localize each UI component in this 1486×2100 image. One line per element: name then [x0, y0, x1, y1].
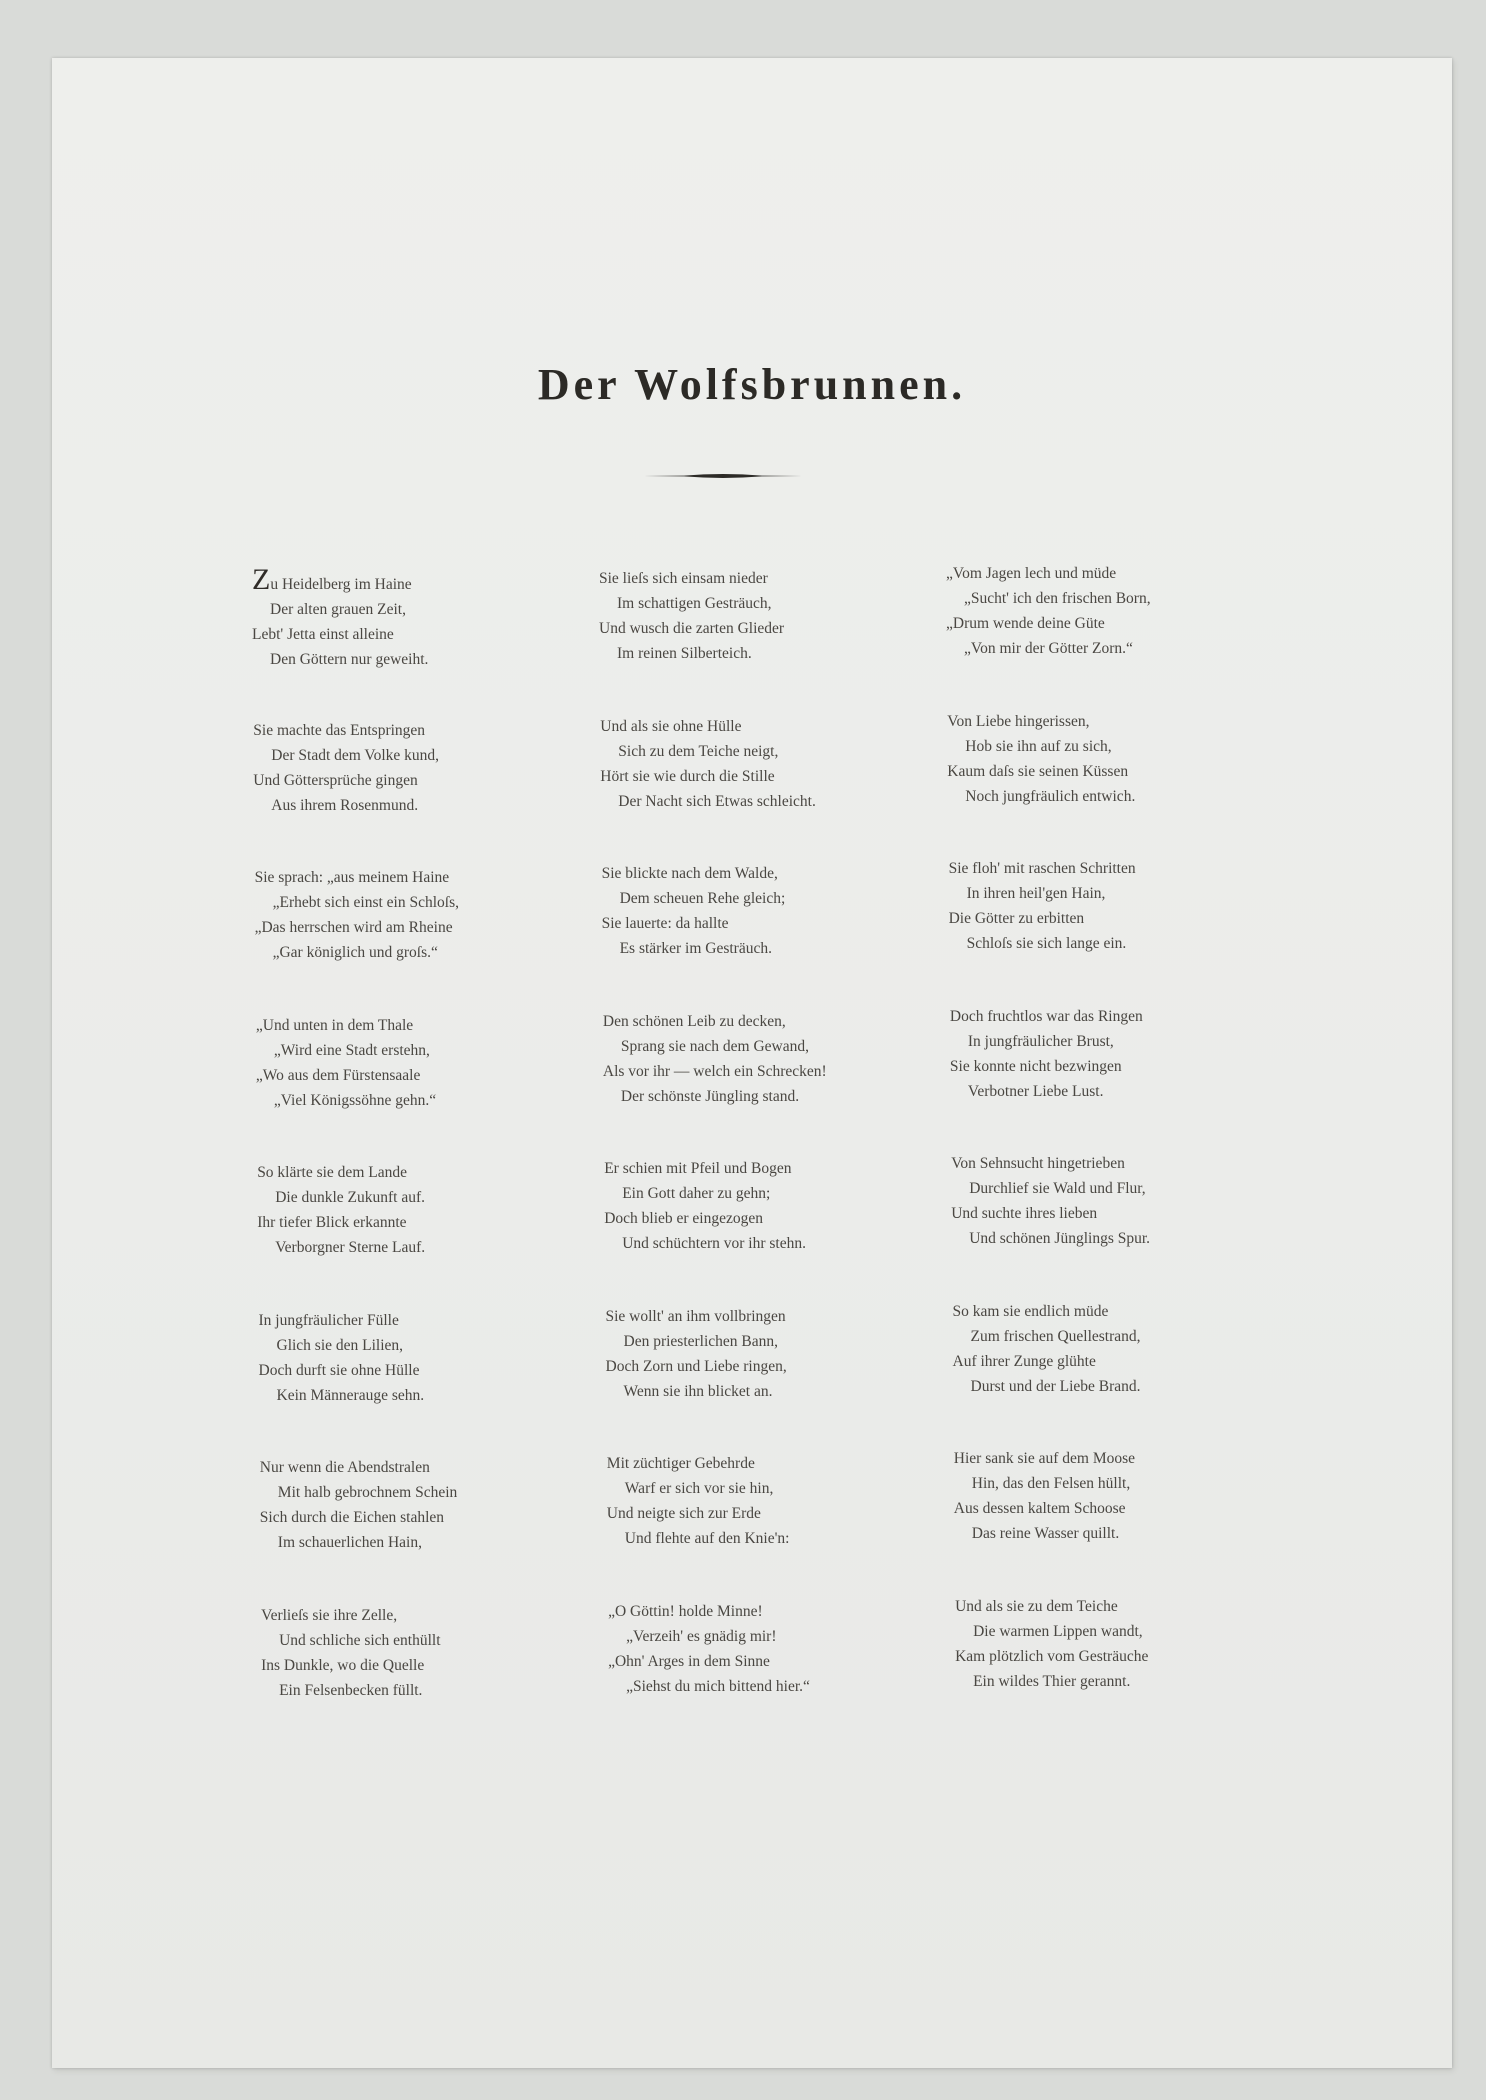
verse-line: Der Stadt dem Volke kund, [271, 746, 440, 764]
verse-line: Sie floh' mit raschen Schritten [948, 860, 1136, 877]
verse-line: So klärte sie dem Lande [257, 1164, 407, 1181]
verse-line: Das reine Wasser quillt. [971, 1525, 1120, 1542]
verse-line: Sie blickte nach dem Walde, [601, 865, 778, 882]
verse-line: „Erhebt sich einst ein Schloſs, [272, 894, 459, 911]
verse-line: Den Göttern nur geweiht. [270, 651, 429, 668]
verse-line: Aus dessen kaltem Schoose [953, 1500, 1126, 1517]
verse-line: Noch jungfräulich entwich. [965, 787, 1136, 805]
verse-line: Ein wildes Thier gerannt. [973, 1672, 1131, 1690]
verse-line: Die warmen Lippen wandt, [973, 1622, 1143, 1640]
verse-line: Doch Zorn und Liebe ringen, [605, 1357, 787, 1375]
verse-line: Ein Gott daher zu gehn; [622, 1185, 771, 1202]
verse-line: Verborgner Sterne Lauf. [275, 1239, 426, 1256]
verse-line: Er schien mit Pfeil und Bogen [604, 1160, 792, 1177]
verse-line: Und flehte auf den Knie'n: [624, 1530, 790, 1547]
verse-line: Den schönen Leib zu decken, [602, 1012, 786, 1030]
verse-line: Von Sehnsucht hingetrieben [951, 1155, 1125, 1172]
verse-line: Als vor ihr — welch ein Schrecken! [602, 1062, 827, 1080]
verse-line: Der schönste Jüngling stand. [620, 1087, 800, 1105]
verse-line: Mit züchtiger Gebehrde [606, 1455, 755, 1472]
verse-line: Ein Felsenbecken füllt. [279, 1681, 423, 1699]
stanza [600, 714, 940, 814]
poem-title: Der Wolfsbrunnen. [537, 360, 967, 409]
verse-line: Sprang sie nach dem Gewand, [620, 1037, 809, 1055]
verse-line: Die Götter zu erbitten [948, 910, 1085, 927]
verse-line: Hier sank sie auf dem Moose [953, 1450, 1136, 1467]
verse-line: Der alten grauen Zeit, [270, 601, 406, 618]
verse-line: Doch blieb er eingezogen [604, 1210, 763, 1227]
verse-line: Sie lauerte: da hallte [601, 915, 729, 932]
verse-line: Und wusch die zarten Glieder [599, 620, 785, 637]
verse-line: Die dunkle Zukunft auf. [275, 1189, 425, 1206]
verse-line: In ihren heil'gen Hain, [966, 885, 1106, 902]
verse-line: „Gar königlich und groſs.“ [272, 944, 438, 961]
drop-cap-initial: Z [252, 563, 271, 596]
verse-line: Sich durch die Eichen stahlen [259, 1509, 445, 1526]
verse-line: Dem scheuen Rehe gleich; [619, 890, 786, 907]
verse-line: Zum frischen Quellestrand, [970, 1327, 1141, 1345]
verse-line: Sich zu dem Teiche neigt, [618, 742, 779, 760]
verse-line: Verlieſs sie ihre Zelle, [261, 1606, 398, 1624]
stanza [607, 1451, 947, 1551]
stanza [255, 865, 595, 965]
verse-line: Verbotner Liebe Lust. [967, 1082, 1104, 1100]
verse-line: Glich sie den Lilien, [276, 1336, 404, 1354]
verse-line: Sie sprach: „aus meinem Haine [254, 869, 450, 886]
verse-line: Sie machte das Entspringen [253, 721, 426, 739]
verse-line: Wenn sie ihn blicket an. [623, 1382, 773, 1400]
verse-line: Mit halb gebrochnem Schein [277, 1484, 458, 1501]
stanza [947, 709, 1287, 809]
stanza [602, 861, 942, 961]
verse-line: Von Liebe hingerissen, [947, 712, 1090, 730]
verse-line: „Das herrschen wird am Rheine [254, 919, 453, 936]
verse-line: Warf er sich vor sie hin, [624, 1480, 774, 1497]
verse-line: Und Göttersprüche gingen [253, 771, 418, 789]
verse-line: Im schattigen Gesträuch, [617, 595, 772, 612]
stanza [257, 1160, 597, 1260]
verse-line: Kaum daſs sie seinen Küssen [947, 762, 1129, 780]
stanza [608, 1599, 948, 1699]
verse-line: Und als sie ohne Hülle [600, 717, 742, 735]
verse-line: „Siehst du mich bittend hier.“ [626, 1677, 810, 1695]
verse-line: Im reinen Silberteich. [617, 645, 752, 662]
verse-line: „Verzeih' es gnädig mir! [626, 1627, 777, 1645]
stanza [256, 1013, 596, 1113]
verse-line: Aus ihrem Rosenmund. [271, 796, 419, 814]
stanza [954, 1446, 1294, 1546]
stanza [252, 563, 592, 672]
verse-line: Und suchte ihres lieben [951, 1205, 1098, 1222]
verse-line: Ins Dunkle, wo die Quelle [261, 1656, 425, 1674]
verse-line: Sie wollt' an ihm vollbringen [605, 1307, 786, 1325]
verse-line: Der Nacht sich Etwas schleicht. [618, 792, 816, 810]
verse-line: Auf ihrer Zunge glühte [952, 1352, 1096, 1370]
verse-line: „Drum wende deine Güte [946, 615, 1105, 632]
title-ornament-rule [644, 472, 802, 480]
stanza [953, 1299, 1293, 1399]
verse-line: Kein Männerauge sehn. [276, 1386, 425, 1404]
stanza [606, 1304, 946, 1404]
verse-line: Und schönen Jünglings Spur. [969, 1230, 1151, 1247]
verse-line: Und neigte sich zur Erde [606, 1505, 761, 1522]
verse-line: Sie konnte nicht bezwingen [949, 1057, 1122, 1075]
stanza [599, 566, 939, 666]
verse-line: „Viel Königssöhne gehn.“ [273, 1091, 437, 1109]
stanza [261, 1603, 601, 1703]
verse-line: Es stärker im Gesträuch. [619, 940, 772, 957]
verse-line: Schloſs sie sich lange ein. [966, 935, 1127, 952]
verse-line: Hin, das den Felsen hüllt, [971, 1475, 1131, 1492]
verse-line: So kam sie endlich müde [952, 1302, 1109, 1320]
verse-line: „Wird eine Stadt erstehn, [273, 1041, 430, 1059]
stanza [949, 856, 1289, 956]
verse-line: Und schliche sich enthüllt [279, 1631, 441, 1649]
verse-line: Zu Heidelberg im Haine [252, 563, 412, 596]
verse-line: „O Göttin! holde Minne! [608, 1602, 763, 1620]
verse-line: Durst und der Liebe Brand. [970, 1377, 1141, 1395]
verse-line: Lebt' Jetta einst alleine [252, 626, 394, 643]
verse-line: Doch durft sie ohne Hülle [258, 1361, 420, 1379]
paper-sheet [52, 58, 1452, 2068]
verse-line: Doch fruchtlos war das Ringen [949, 1007, 1143, 1025]
stanza [946, 561, 1286, 661]
verse-line: Und schüchtern vor ihr stehn. [622, 1235, 806, 1252]
verse-line: Im schauerlichen Hain, [277, 1534, 422, 1551]
verse-line: „Sucht' ich den frischen Born, [964, 590, 1151, 607]
verse-line: Den priesterlichen Bann, [623, 1332, 779, 1350]
stanza [955, 1594, 1295, 1694]
stanza [253, 718, 593, 818]
verse-line: Und als sie zu dem Teiche [955, 1597, 1118, 1615]
verse-line: „Wo aus dem Fürstensaale [255, 1066, 421, 1084]
stanza [604, 1156, 944, 1256]
verse-line: Durchlief sie Wald und Flur, [969, 1180, 1146, 1197]
stanza [260, 1455, 600, 1555]
stanza [603, 1009, 943, 1109]
verse-line: In jungfräulicher Fülle [258, 1311, 399, 1329]
verse-line: Hört sie wie durch die Stille [600, 767, 775, 785]
verse-line: Kam plötzlich vom Gesträuche [955, 1647, 1149, 1665]
verse-line: „Und unten in dem Thale [255, 1016, 414, 1034]
verse-line: In jungfräulicher Brust, [967, 1032, 1114, 1050]
verse-line: Sie lieſs sich einsam nieder [599, 570, 768, 587]
verse-line: Nur wenn die Abendstralen [259, 1459, 430, 1476]
verse-line: „Von mir der Götter Zorn.“ [964, 640, 1133, 657]
verse-line: Ihr tiefer Blick erkannte [257, 1214, 407, 1231]
stanza [951, 1151, 1291, 1251]
verse-line: „Vom Jagen lech und müde [946, 565, 1117, 582]
stanza [950, 1004, 1290, 1104]
stanza [259, 1308, 599, 1408]
verse-line: „Ohn' Arges in dem Sinne [608, 1652, 770, 1670]
verse-line: Hob sie ihn auf zu sich, [965, 737, 1112, 755]
